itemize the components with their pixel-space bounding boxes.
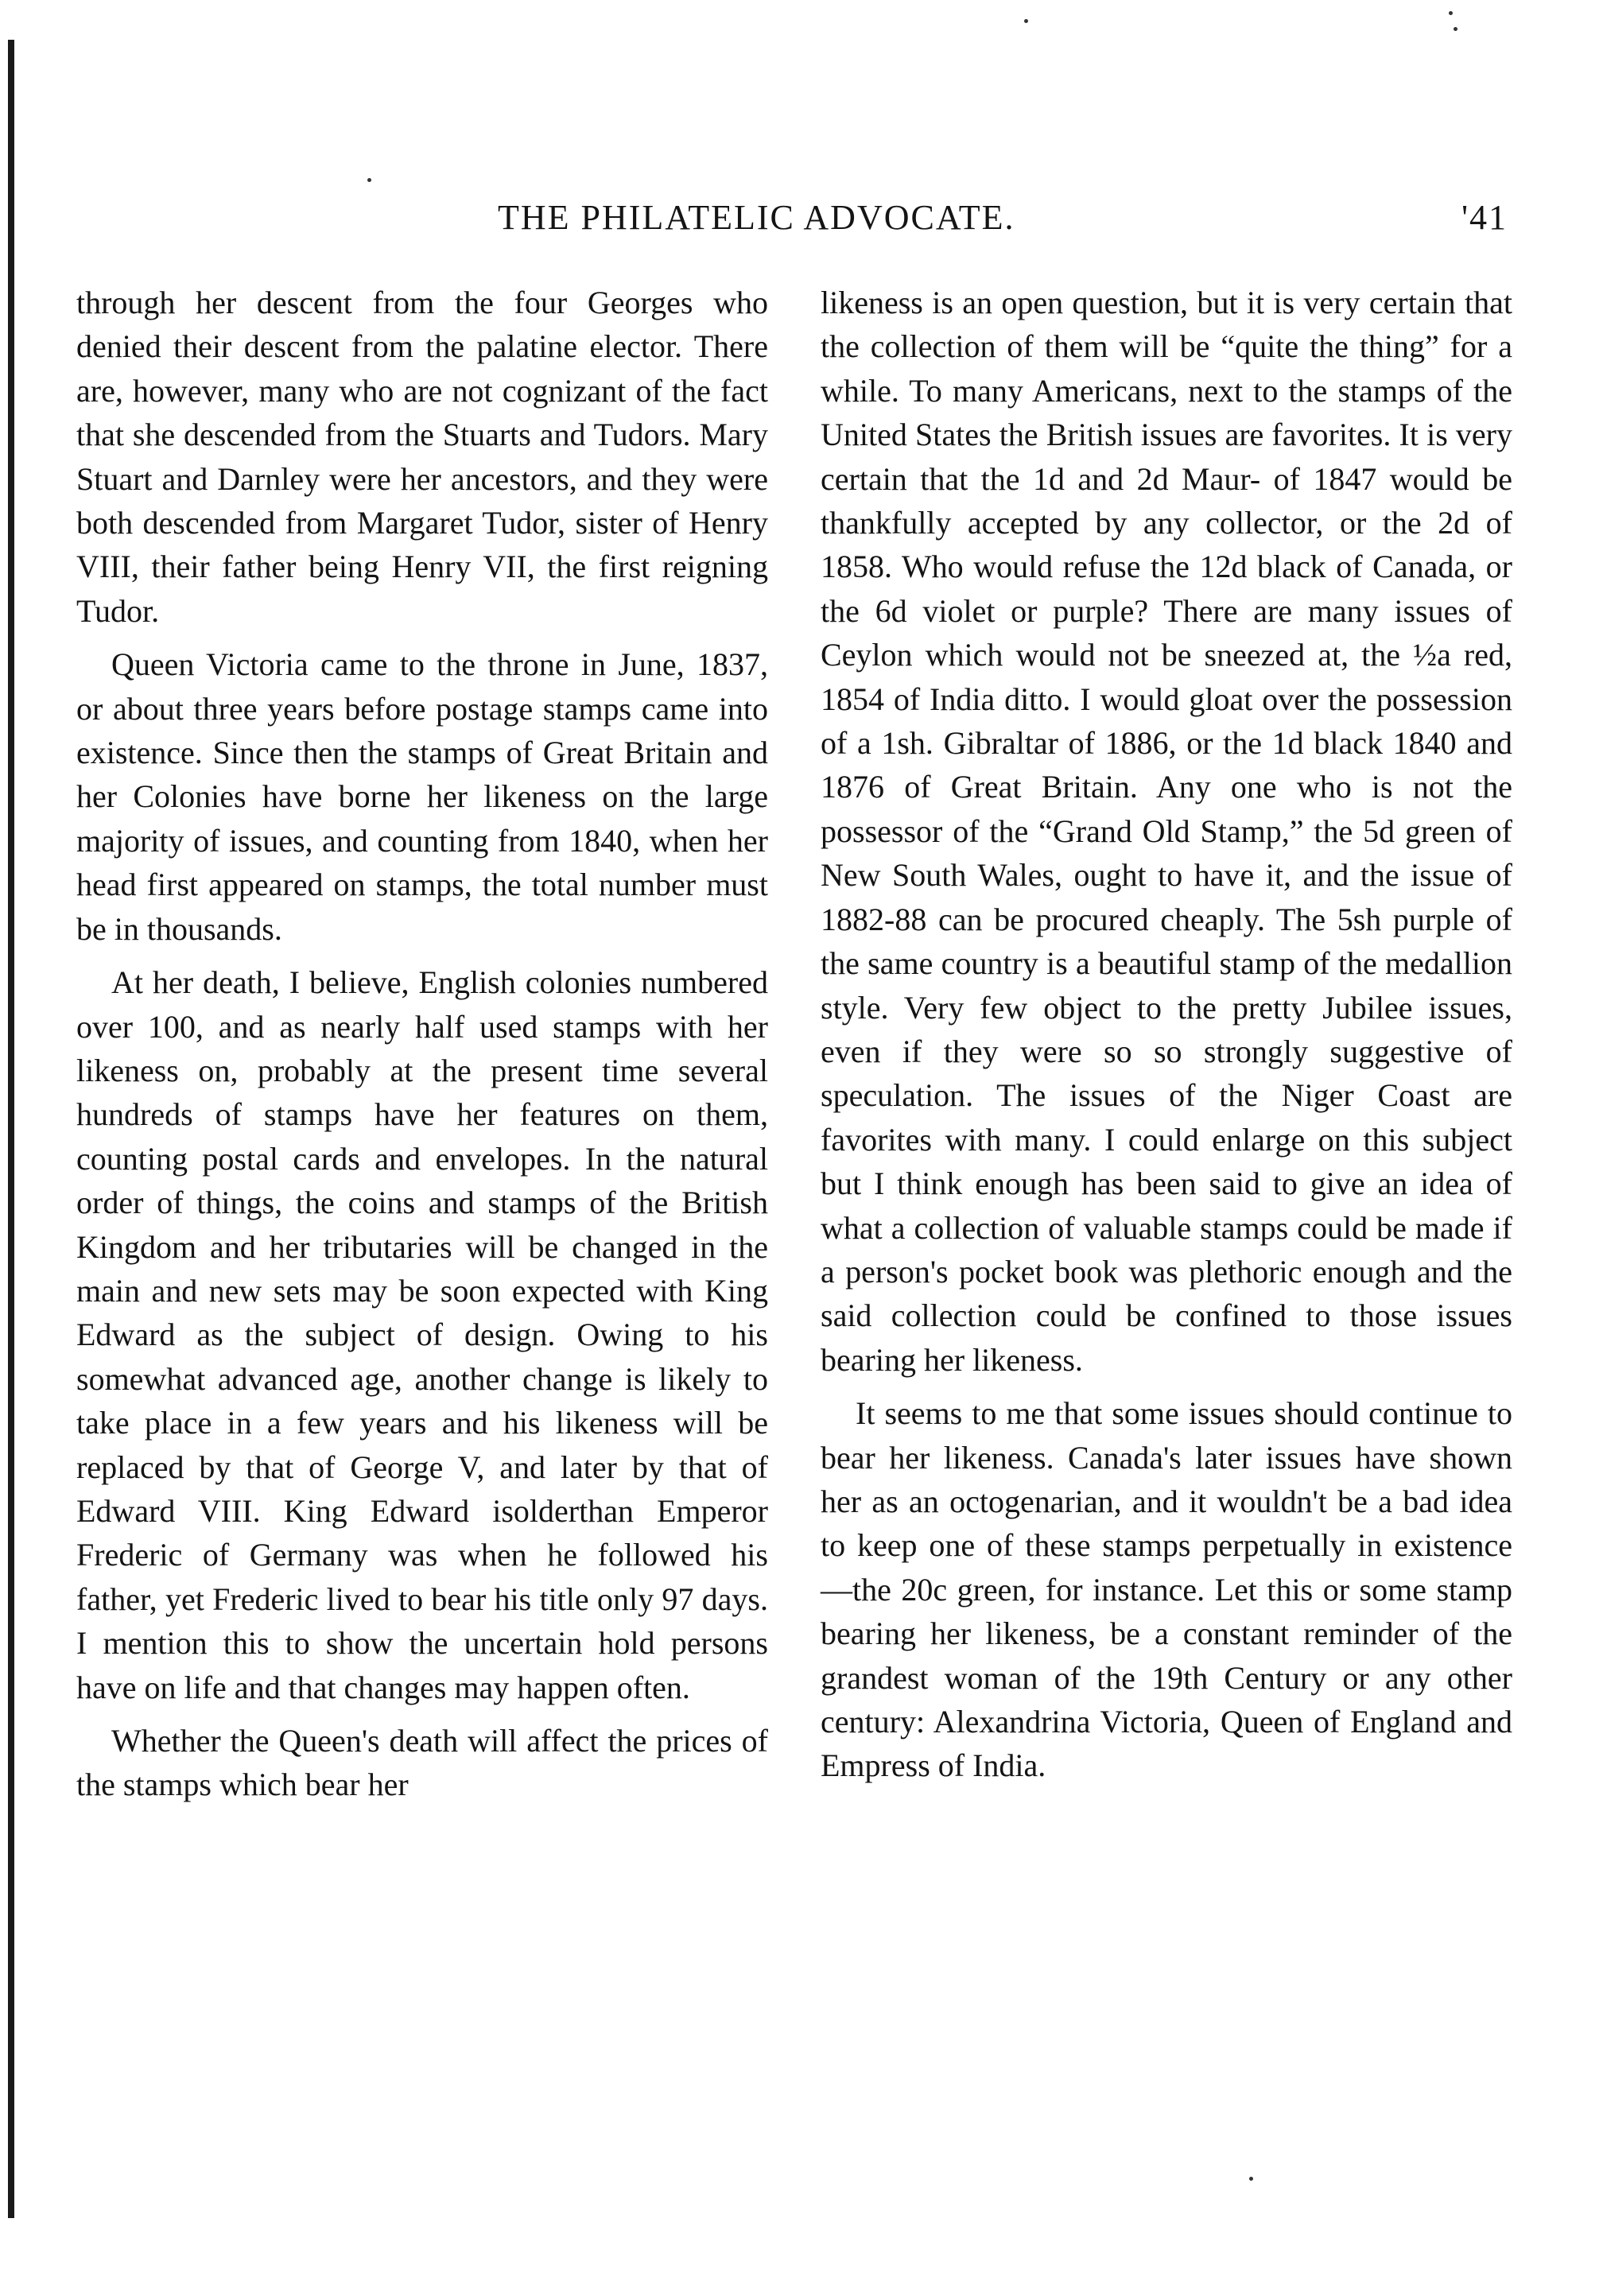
print-speck: [1024, 19, 1028, 23]
print-speck: [1249, 2177, 1253, 2181]
left-margin-rule: [8, 40, 14, 2218]
print-speck: [367, 178, 371, 182]
page-number: '41: [1461, 198, 1508, 237]
print-speck: [1454, 27, 1457, 31]
right-column: [821, 281, 1512, 1798]
paragraph: Whether the Queen's death will affect the prices of the stamps which bear her: [76, 1723, 768, 1803]
paragraph: through her descent from the four Georges who denied their descent from the palatine elector. There are, however, many who are not cognizant of the fact that she descended from the Stuarts and Tudors. Mary Stuart and Darnley were her ancestors, and they were both descended from Margaret Tudor, sister of Henry VIII, their father being Henry VII, the first reigning Tudor.: [76, 285, 768, 629]
paragraph: At her death, I believe, English colonies numbered over 100, and as nearly half used stamps with her likeness on, probably at the present time several hundreds of stamps have her features on them, counting postal cards and envelopes. In the natural order of things, the coins and stamps of the British Kingdom and her tributaries will be changed in the main and new sets may be soon expected with King Edward as the subject of design. Owing to his somewhat advanced age, another change is likely to take place in a few years and his likeness will be replaced by that of George V, and later by that of Edward VIII. King Edward isolderthan Emperor Frederic of Germany was when he followed his father, yet Frederic lived to bear his title only 97 days. I mention this to show the uncertain hold persons have on life and that changes may happen often.: [76, 964, 768, 1705]
paragraph: likeness is an open question, but it is very certain that the collection of them will be “quite the thing” for a while. To many Americans, next to the stamps of the United States the British issues are favorites. It is very certain that the 1d and 2d Maur- of 1847 would be thankfully accepted by any collector, or the 2d of 1858. Who would refuse the 12d black of Canada, or the 6d violet or purple? There are many issues of Ceylon which would not be sneezed at, the ½a red, 1854 of India ditto. I would gloat over the possession of a 1sh. Gibraltar of 1886, or the 1d black 1840 and 1876 of Great Britain. Any one who is not the possessor of the “Grand Old Stamp,” the 5d green of New South Wales, ought to have it, and the issue of 1882-88 can be procured cheaply. The 5sh purple of the same country is a beautiful stamp of the medallion style. Very few object to the pretty Jubilee issues, even if they were so so strongly suggestive of speculation. The issues of the Niger Coast are favorites with many. I could enlarge on this subject but I think enough has been said to give an idea of what a collection of valuable stamps could be made if a person's pocket book was plethoric enough and the said collection could be confined to those issues bearing her likeness.: [821, 285, 1512, 1378]
journal-title: THE PHILATELIC ADVOCATE.: [498, 198, 1015, 237]
print-speck: [1449, 11, 1453, 15]
running-header: [76, 197, 1508, 245]
paragraph: It seems to me that some issues should continue to bear her likeness. Canada's later issues have shown her as an octogenarian, and it wouldn't be a bad idea to keep one of these stamps perpetually in existence—the 20c green, for instance. Let this or some stamp bearing her likeness, be a constant reminder of the grandest woman of the 19th Century or any other century: Alexandrina Victoria, Queen of England and Empress of India.: [821, 1395, 1512, 1784]
left-column: [76, 281, 768, 1817]
paragraph: Queen Victoria came to the throne in June, 1837, or about three years before postage stamps came into existence. Since then the stamps of Great Britain and her Colonies have borne her likeness on the large majority of issues, and counting from 1840, when her head first appeared on stamps, the total number must be in thousands.: [76, 646, 768, 947]
